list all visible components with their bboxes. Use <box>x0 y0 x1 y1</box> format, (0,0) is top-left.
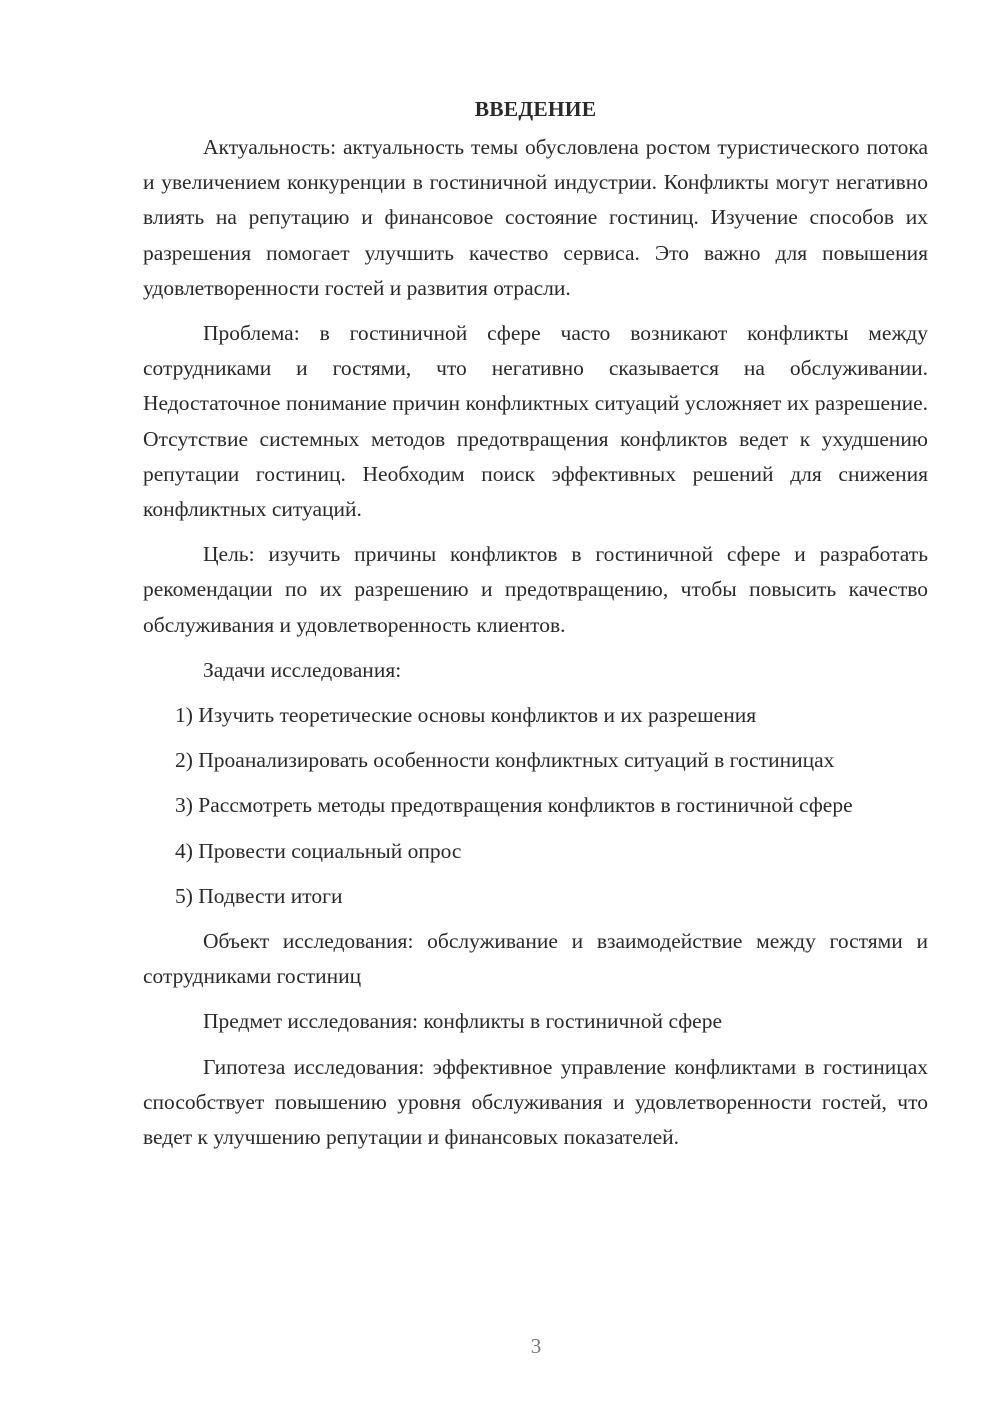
tasks-heading: Задачи исследования: <box>203 657 402 682</box>
relevance-paragraph: Актуальность: актуальность темы обусловлена ростом туристического потока и увеличением конкуренции в гостиничной индустрии. Конфликты могут негативно влиять на репутацию и финансовое состояние гостиниц. Изучение способов их разрешения помогает улучшить качество сервиса. Это важно для повышения удовлетворенности гостей и развития отрасли. <box>143 135 928 300</box>
task-item-5: 5) Подвести итоги <box>175 883 343 908</box>
page-title: ВВЕДЕНИЕ <box>474 97 597 121</box>
hypothesis-paragraph: Гипотеза исследования: эффективное управление конфликтами в гостиницах способствует повышению уровня обслуживания и удовлетворенности гостей, что ведет к улучшению репутации и финансовых показателей. <box>143 1054 928 1150</box>
goal-paragraph: Цель: изучить причины конфликтов в гостиничной сфере и разработать рекомендации по их разрешению и предотвращению, чтобы повысить качество обслуживания и удовлетворенность клиентов. <box>143 542 928 637</box>
task-item-3: 3) Рассмотреть методы предотвращения конфликтов в гостиничной сфере <box>175 793 853 818</box>
page-number: 3 <box>530 1334 542 1358</box>
subject-paragraph: Предмет исследования: конфликты в гостиничной сфере <box>203 1009 723 1034</box>
document-page <box>143 92 928 1165</box>
task-item-4: 4) Провести социальный опрос <box>175 838 462 863</box>
task-item-1: 1) Изучить теоретические основы конфликтов и их разрешения <box>175 703 757 728</box>
object-paragraph: Объект исследования: обслуживание и взаимодействие между гостями и сотрудниками гостиниц <box>143 929 928 989</box>
problem-paragraph: Проблема: в гостиничной сфере часто возникают конфликты между сотрудниками и гостями, что негативно сказывается на обслуживании. Недостаточное понимание причин конфликтных ситуаций усложняет их разрешение. Отсутствие системных методов предотвращения конфликтов ведет к ухудшению репутации гостиниц. Необходим поиск эффективных решений для снижения конфликтных ситуаций. <box>143 321 928 522</box>
task-item-2: 2) Проанализировать особенности конфликтных ситуаций в гостиницах <box>175 748 835 773</box>
